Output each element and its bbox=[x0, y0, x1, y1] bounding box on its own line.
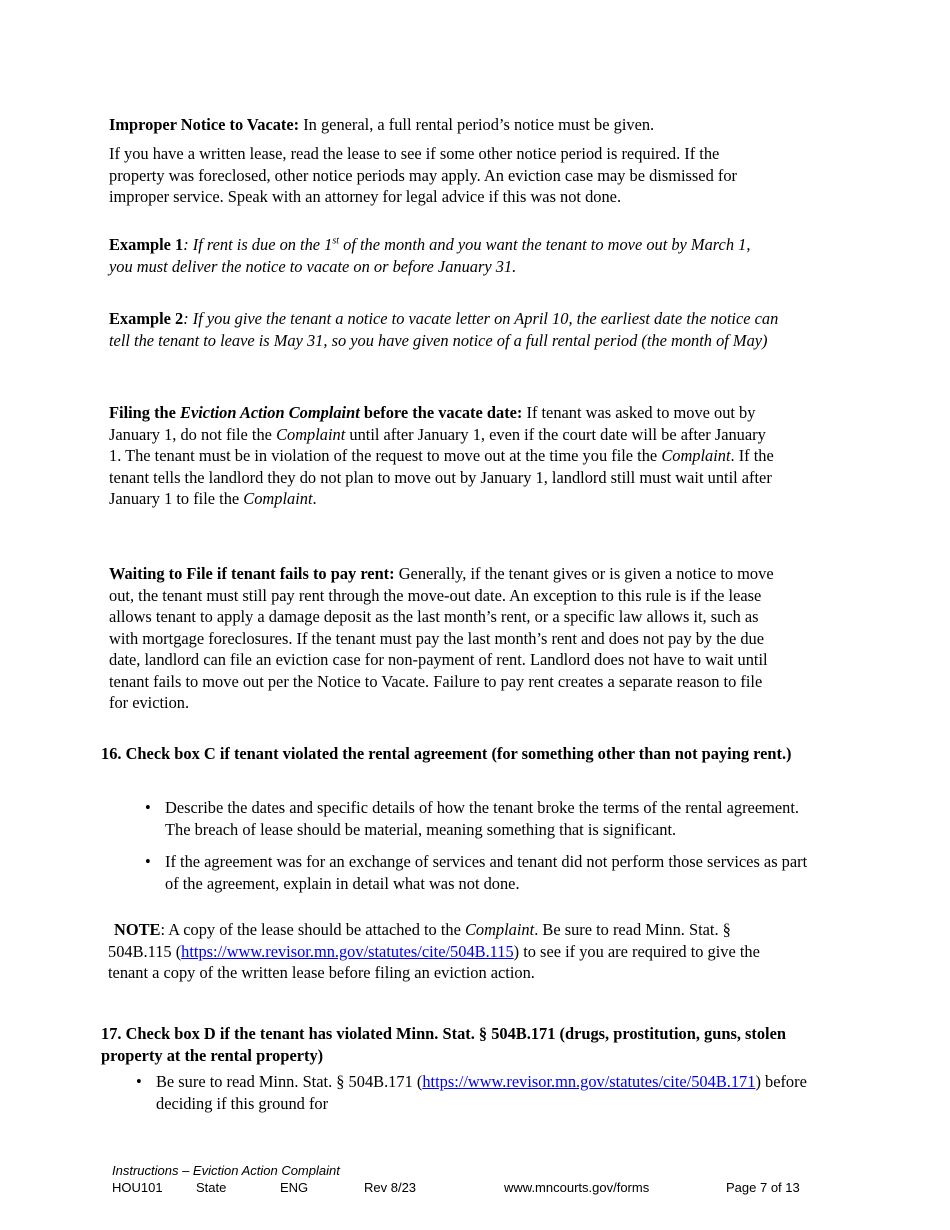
example-1: Example 1: If rent is due on the 1st of the month and you want the tenant to move out by March 1, you must deliver the notice to vacate on or before January 31. bbox=[109, 235, 751, 276]
list-item: • If the agreement was for an exchange of services and tenant did not perform those services as part of the agreement, explain in detail what was not done. bbox=[145, 852, 808, 893]
improper-notice-heading: Improper Notice to Vacate: bbox=[109, 115, 300, 134]
section-16-note: NOTE: A copy of the lease should be attached to the Complaint. Be sure to read Minn. Stat. § 504B.115 (https://www.revisor.mn.gov/statutes/cite/504B.115) to see if you are required to give the tenant a copy of the written lease before filing an eviction action. bbox=[108, 920, 760, 982]
section-16-heading: 16. Check box C if tenant violated the rental agreement (for something other than not paying rent.) bbox=[101, 744, 792, 763]
statute-504b171-link[interactable]: https://www.revisor.mn.gov/statutes/cite/504B.171 bbox=[422, 1072, 756, 1091]
section-16-bullets bbox=[109, 797, 809, 894]
statute-504b115-link[interactable]: https://www.revisor.mn.gov/statutes/cite/504B.115 bbox=[181, 941, 514, 961]
improper-notice-intro: Improper Notice to Vacate: In general, a full rental period’s notice must be given. bbox=[109, 115, 655, 134]
footer-state: State bbox=[196, 1180, 227, 1195]
waiting-heading: Waiting to File if tenant fails to pay rent: bbox=[109, 564, 395, 583]
section-17-heading: 17. Check box D if the tenant has violated Minn. Stat. § 504B.171 (drugs, prostitution, guns, stolen property at the rental property) bbox=[101, 1024, 786, 1065]
bullet-icon: • bbox=[136, 1072, 142, 1091]
footer-revision: Rev 8/23 bbox=[364, 1180, 417, 1195]
footer-url: www.mncourts.gov/forms bbox=[504, 1180, 650, 1195]
bullet-icon: • bbox=[145, 798, 151, 817]
list-item: • Be sure to read Minn. Stat. § 504B.171 (https://www.revisor.mn.gov/statutes/cite/504B.171) before deciding if this ground for bbox=[136, 1072, 807, 1113]
improper-notice-body: If you have a written lease, read the lease to see if some other notice period is required. If the property was foreclosed, other notice periods may apply. An eviction case may be dismissed for improper service. Speak with an attorney for legal advice if this was not done. bbox=[109, 144, 737, 206]
bullet-icon: • bbox=[145, 852, 151, 871]
footer-page-number: Page 7 of 13 bbox=[726, 1180, 800, 1195]
page-footer bbox=[112, 1162, 812, 1196]
filing-heading: Filing the Eviction Action Complaint before the vacate date: bbox=[109, 403, 523, 422]
waiting-to-file-paragraph: Waiting to File if tenant fails to pay rent: Generally, if the tenant gives or is given a notice to move out, the tenant must still pay rent through the move-out date. An exception to this rule is if the lease allows tenant to apply a damage deposit as the last month’s rent, or a specific law allows it, such as with mortgage foreclosures. If the tenant must pay the last month’s rent and does not pay by the due date, landlord can file an eviction case for non-payment of rent. Landlord does not have to wait until tenant fails to move out per the Notice to Vacate. Failure to pay rent creates a separate reason to file for eviction. bbox=[109, 564, 774, 712]
list-item: • Describe the dates and specific details of how the tenant broke the terms of the rental agreement. The breach of lease should be material, meaning something that is significant. bbox=[145, 798, 799, 839]
footer-form-code: HOU101 bbox=[112, 1180, 163, 1195]
footer-title: Instructions – Eviction Action Complaint bbox=[112, 1163, 340, 1178]
footer-language: ENG bbox=[280, 1180, 309, 1195]
section-17-bullets bbox=[100, 1071, 820, 1114]
example-2: Example 2: If you give the tenant a notice to vacate letter on April 10, the earliest date the notice can tell the tenant to leave is May 31, so you have given notice of a full rental period (the month of May) bbox=[109, 309, 779, 350]
filing-before-vacate-paragraph: Filing the Eviction Action Complaint before the vacate date: If tenant was asked to move out by January 1, do not file the Complaint until after January 1, even if the court date will be after January 1. The tenant must be in violation of the request to move out at the time you file the Complaint. If the tenant tells the landlord they do not plan to move out by January 1, landlord still must wait until after January 1 to file the Complaint. bbox=[109, 403, 774, 508]
